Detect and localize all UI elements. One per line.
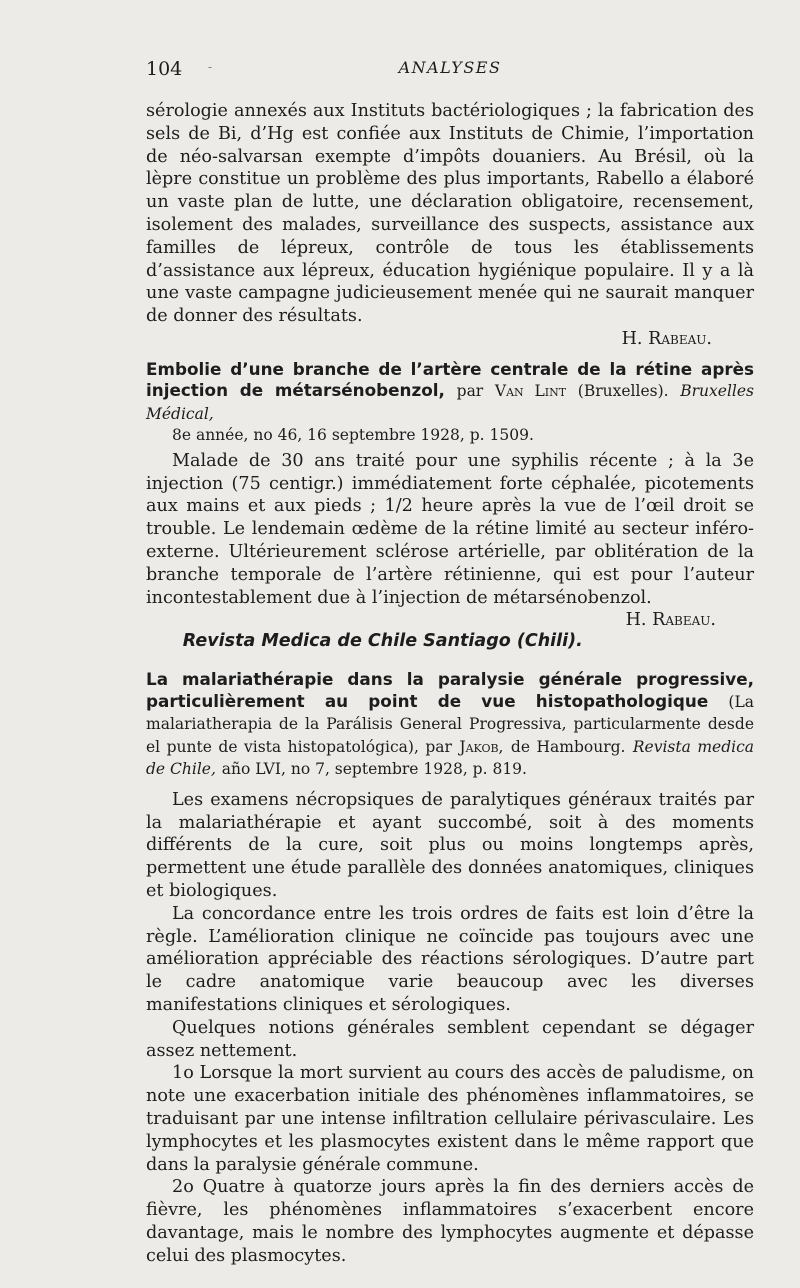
article-title-malaria bbox=[146, 669, 754, 781]
ref-journal: Revista medica de Chile, bbox=[146, 737, 755, 779]
running-title: ANALYSES bbox=[398, 58, 502, 77]
article-title-embolie bbox=[146, 359, 754, 426]
ref-details: año LVI, no 7, septembre 1928, p. 819. bbox=[221, 760, 527, 779]
ref-place: (Bruxelles). bbox=[577, 382, 669, 401]
article-body bbox=[146, 450, 754, 631]
ref-author: Van Lint bbox=[494, 382, 567, 401]
signature-initial: H. bbox=[621, 328, 643, 349]
journal-heading: Revista Medica de Chile Santiago (Chili). bbox=[182, 631, 583, 652]
article-title-text: La malariathérapie dans la paralysie générale progressive, particulièrement au point de vue histopathologique bbox=[146, 669, 754, 711]
ref-par: par bbox=[456, 382, 484, 401]
page-content bbox=[146, 100, 754, 1268]
paragraph: 1o Lorsque la mort survient au cours des accès de paludisme, on note une exacerbation initiale des phénomènes inflammatoires, se traduisant par une intense infiltration cellulaire périvasculaire. Les lymphocytes et les plasmocytes existent dans le même rapport que dans la paralysie générale commune. bbox=[146, 1063, 754, 1175]
article-title-text: Embolie d’une branche de l’artère centrale de la rétine après injection de métarsénobenzol, bbox=[146, 358, 754, 401]
paragraph-continued: sérologie annexés aux Instituts bactériologiques ; la fabrication des sels de Bi, d’Hg est confiée aux Instituts de Chimie, l’importation de néo-salvarsan exempte d’impôts douaniers. Au Brésil, où la lèpre constitue un problème des plus importants, Rabello a élaboré un vaste plan de lutte, une déclaration obligatoire, recensement, isolement des malades, surveillance des suspects, assistance aux familles de lépreux, contrôle de tous les établissements d’assistance aux lépreux, éducation hygiénique populaire. Il y a là une vaste campagne judicieusement menée qui ne saurait manquer de donner des résultats. bbox=[146, 101, 754, 327]
ref-start: (La malariatherapia de la Parálisis General Progressiva, particularmente desde el punte de vista histopatológica), par bbox=[146, 692, 754, 756]
paragraph: 2o Quatre à quatorze jours après la fin des derniers accès de fièvre, les phénomènes inflammatoires s’exacerbent encore davantage, mais le nombre des lymphocytes augmente et dépasse celui des plasmocytes. bbox=[146, 1177, 754, 1266]
ref-details: 8e année, no 46, 16 septembre 1928, p. 1509. bbox=[172, 426, 534, 445]
header-mark: - bbox=[208, 60, 213, 74]
page-header bbox=[146, 58, 754, 82]
ref-author: Jakob, bbox=[459, 737, 504, 756]
page-number: 104 bbox=[146, 58, 183, 80]
ref-place: de Hambourg. bbox=[510, 737, 626, 756]
signature bbox=[146, 328, 754, 351]
signature-inline: H. Rabeau. bbox=[625, 610, 716, 631]
ref-journal: Bruxelles Médical, bbox=[146, 382, 754, 423]
article-body-text: Malade de 30 ans traité pour une syphilis récente ; à la 3e injection (75 centigr.) immédiatement forte céphalée, picotements aux mains et aux pieds ; 1/2 heure après la vue de l’œil droit se trouble. Le lendemain œdème de la rétine limité au secteur inféro-externe. Ultérieurement sclérose artérielle, par oblitération de la branche temporale de l’artère rétinienne, qui est pour l’auteur incontestablement due à l’injection de métarsénobenzol. bbox=[146, 450, 754, 608]
signature-name: Rabeau. bbox=[648, 328, 712, 349]
paragraph: Quelques notions générales semblent cependant se dégager assez nettement. bbox=[146, 1017, 754, 1061]
paragraph: Les examens nécropsiques de paralytiques généraux traités par la malariathérapie et ayant succombé, soit à des moments différents de la cure, soit plus ou moins longtemps après, permettent une étude parallèle des données anatomiques, cliniques et biologiques. bbox=[146, 789, 754, 902]
paragraph: La concordance entre les trois ordres de faits est loin d’être la règle. L’amélioration clinique ne coïncide pas toujours avec une amélioration appréciable des réactions sérologiques. D’autre part le cadre anatomique varie beaucoup avec les diverses manifestations cliniques et sérologiques. bbox=[146, 903, 754, 1016]
